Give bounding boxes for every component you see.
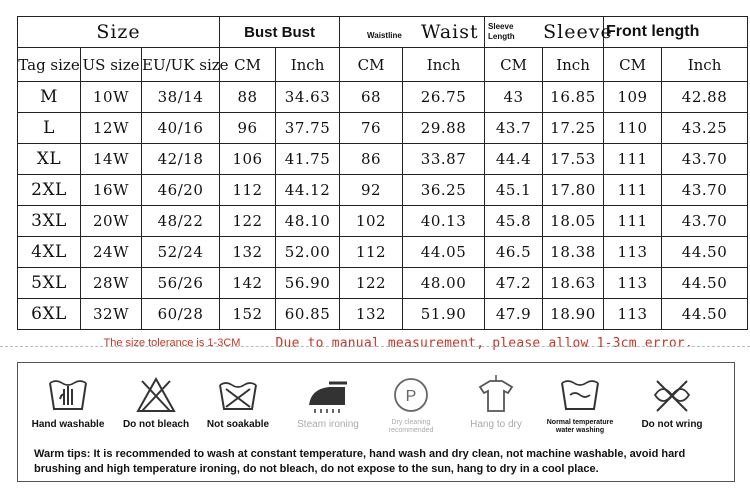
table-cell: 4XL (18, 237, 81, 268)
table-cell: 56/26 (142, 268, 220, 299)
do-not-bleach-icon (134, 375, 178, 415)
table-cell: 46/20 (142, 175, 220, 206)
care-label: Not soakable (206, 419, 270, 430)
table-cell: 20W (81, 206, 142, 237)
table-row (18, 113, 748, 144)
table-row (18, 175, 748, 206)
header-waist-label: Waist (420, 21, 479, 43)
header-sleeve (485, 17, 613, 48)
table-cell: 26.75 (403, 82, 485, 113)
table-cell: 45.1 (485, 175, 543, 206)
table-cell: 34.63 (276, 82, 340, 113)
table-cell: 51.90 (403, 299, 485, 330)
table-cell: 18.90 (543, 299, 604, 330)
hand-wash-icon (46, 375, 90, 415)
table-cell: 47.2 (485, 268, 543, 299)
table-cell: 16.85 (543, 82, 604, 113)
table-row (18, 82, 748, 113)
table-cell: 106 (220, 144, 276, 175)
table-cell: 6XL (18, 299, 81, 330)
subheader-cell: Inch (543, 48, 604, 82)
table-cell: 47.9 (485, 299, 543, 330)
subheader-cell: Inch (276, 48, 340, 82)
subheader-cell: EU/UK size (142, 48, 220, 82)
table-cell: 36.25 (403, 175, 485, 206)
table-cell: 43 (485, 82, 543, 113)
do-not-wring-icon (647, 375, 697, 415)
table-cell: 18.05 (543, 206, 604, 237)
error-note: Due to manual measurement, please allow 1-3cm error. (275, 335, 693, 351)
care-label: Normal temperature water washing (546, 419, 614, 434)
table-cell: 5XL (18, 268, 81, 299)
table-cell: 111 (604, 144, 662, 175)
table-cell: 44.50 (662, 237, 748, 268)
table-cell: 96 (220, 113, 276, 144)
subheader-cell: US size (81, 48, 142, 82)
table-cell: 111 (604, 175, 662, 206)
table-cell: 110 (604, 113, 662, 144)
table-cell: 43.25 (662, 113, 748, 144)
subheader-cell: Inch (403, 48, 485, 82)
table-cell: 48.00 (403, 268, 485, 299)
note-row (18, 330, 748, 357)
subheader-cell: CM (340, 48, 403, 82)
table-cell: 113 (604, 268, 662, 299)
table-cell: 46.5 (485, 237, 543, 268)
table-cell: 43.7 (485, 113, 543, 144)
table-cell: 111 (604, 206, 662, 237)
table-cell: 52.00 (276, 237, 340, 268)
table-body (18, 82, 748, 330)
table-row (18, 299, 748, 330)
table-cell: 122 (340, 268, 403, 299)
divider (0, 346, 750, 347)
header-waist (340, 17, 485, 48)
table-cell: 28W (81, 268, 142, 299)
table-cell: 76 (340, 113, 403, 144)
header-sleeve-length-label: Sleeve Length (488, 22, 515, 41)
table-cell: 109 (604, 82, 662, 113)
table-cell: 12W (81, 113, 142, 144)
table-cell: 16W (81, 175, 142, 206)
table-cell: 10W (81, 82, 142, 113)
table-cell: 152 (220, 299, 276, 330)
care-label: Dry cleaning recommended (388, 419, 434, 434)
table-cell: 86 (340, 144, 403, 175)
table-cell: 43.70 (662, 175, 748, 206)
header-sleeve-label: Sleeve (543, 21, 613, 43)
table-cell: 42.88 (662, 82, 748, 113)
table-cell: 43.70 (662, 144, 748, 175)
table-cell: 102 (340, 206, 403, 237)
table-cell: 132 (220, 237, 276, 268)
table-cell: 132 (340, 299, 403, 330)
header-waistline-label: Waistline (367, 31, 402, 40)
care-not-soakable (198, 375, 278, 430)
normal-temp-wash-icon (558, 375, 602, 415)
subheader-row (18, 48, 748, 82)
table-cell: 92 (340, 175, 403, 206)
table-cell: 60.85 (276, 299, 340, 330)
care-label: Do not bleach (122, 419, 190, 430)
table-cell: 52/24 (142, 237, 220, 268)
tolerance-note: The size tolerance is 1-3CM (103, 337, 241, 349)
table-cell: 44.4 (485, 144, 543, 175)
table-cell: 14W (81, 144, 142, 175)
header-bust: Bust Bust (220, 17, 340, 48)
table-cell: 32W (81, 299, 142, 330)
warm-tips: Warm tips: It is recommended to wash at constant temperature, hand wash and dry clean, not machine washable, avoid hard brushing and high temperature ironing, do not bleach, do not expose to the sun, hang to dry in a cool place. (34, 448, 686, 475)
dry-clean-icon (389, 375, 433, 415)
table-cell: 44.50 (662, 299, 748, 330)
table-cell: 45.8 (485, 206, 543, 237)
subheader-cell: CM (485, 48, 543, 82)
subheader-cell: CM (220, 48, 276, 82)
care-steam-ironing (288, 375, 368, 430)
care-hand-wash (28, 375, 108, 430)
steam-iron-icon (303, 375, 353, 415)
table-cell: 44.05 (403, 237, 485, 268)
table-cell: 18.38 (543, 237, 604, 268)
table-cell: 37.75 (276, 113, 340, 144)
table-row (18, 237, 748, 268)
table-cell: 24W (81, 237, 142, 268)
care-dry-cleaning (371, 375, 451, 435)
table-cell: 42/18 (142, 144, 220, 175)
table-cell: 40/16 (142, 113, 220, 144)
care-do-not-bleach (116, 375, 196, 430)
table-cell: 112 (340, 237, 403, 268)
table-cell: 3XL (18, 206, 81, 237)
table-cell: 41.75 (276, 144, 340, 175)
not-soakable-icon (216, 375, 260, 415)
dry-clean-letter: P (405, 388, 417, 405)
care-instructions-panel (17, 362, 735, 482)
care-label: Hang to dry (470, 419, 522, 430)
table-cell: 17.53 (543, 144, 604, 175)
table-cell: 29.88 (403, 113, 485, 144)
table-cell: 40.13 (403, 206, 485, 237)
table-cell: 142 (220, 268, 276, 299)
table-cell: 38/14 (142, 82, 220, 113)
care-label: Hand washable (31, 419, 105, 430)
table-cell: 43.70 (662, 206, 748, 237)
table-cell: L (18, 113, 81, 144)
care-label: Steam ironing (297, 419, 359, 430)
care-normal-temp-wash (540, 375, 620, 435)
size-chart-table (17, 16, 748, 356)
subheader-cell: CM (604, 48, 662, 82)
table-cell: 88 (220, 82, 276, 113)
hang-dry-icon (474, 375, 518, 415)
table-cell: XL (18, 144, 81, 175)
table-row (18, 268, 748, 299)
header-size: Size (18, 17, 220, 48)
subheader-cell: Tag size (18, 48, 81, 82)
table-cell: 113 (604, 237, 662, 268)
care-hang-to-dry (456, 375, 536, 430)
care-label: Do not wring (641, 419, 703, 430)
care-do-not-wring (632, 375, 712, 430)
table-cell: 60/28 (142, 299, 220, 330)
table-cell: 44.50 (662, 268, 748, 299)
table-cell: 56.90 (276, 268, 340, 299)
table-row (18, 206, 748, 237)
table-cell: 113 (604, 299, 662, 330)
table-cell: 17.80 (543, 175, 604, 206)
table-cell: 2XL (18, 175, 81, 206)
table-cell: 48/22 (142, 206, 220, 237)
table-cell: 44.12 (276, 175, 340, 206)
table-cell: 17.25 (543, 113, 604, 144)
table-cell: 68 (340, 82, 403, 113)
table-cell: 48.10 (276, 206, 340, 237)
subheader-cell: Inch (662, 48, 748, 82)
table-cell: 33.87 (403, 144, 485, 175)
table-cell: 122 (220, 206, 276, 237)
table-cell: 18.63 (543, 268, 604, 299)
table-row (18, 144, 748, 175)
table-cell: M (18, 82, 81, 113)
table-cell: 112 (220, 175, 276, 206)
header-front-length: Front length (604, 17, 748, 48)
